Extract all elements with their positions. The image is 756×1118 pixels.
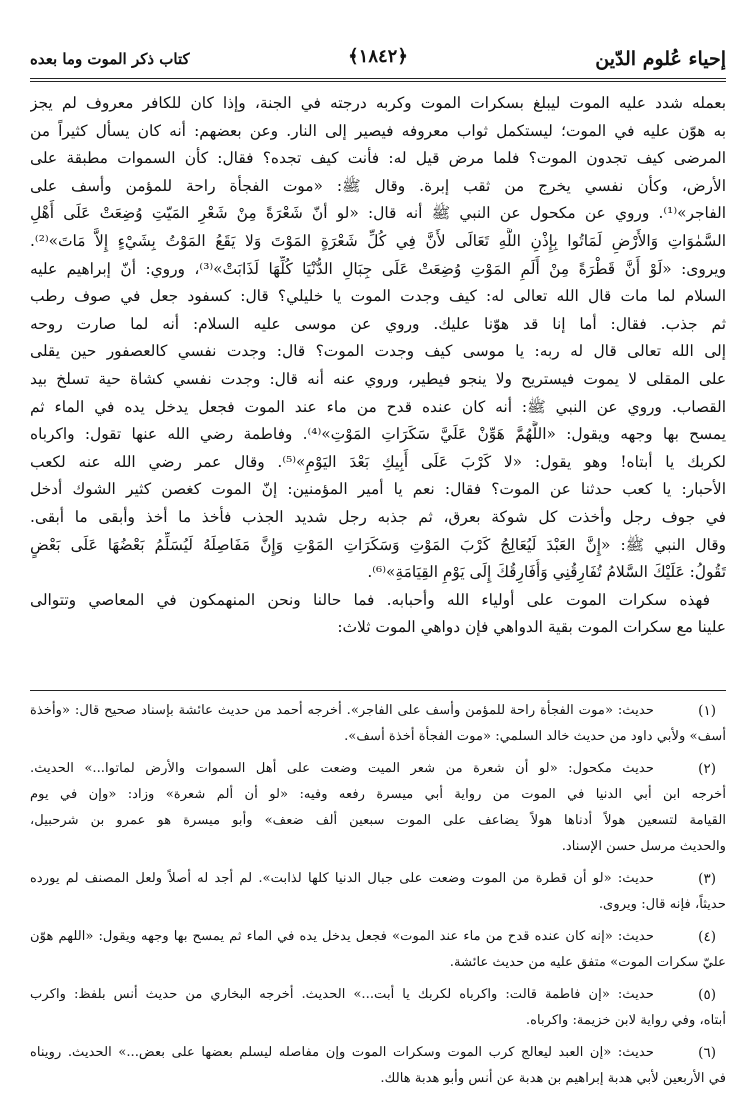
book-title: إحياء عُلوم الدّين — [595, 48, 726, 70]
text-line: في جوف رجل وأخذت كل شوكة بعرق، ثم جذبه رجل شديد الجذب فأخذ ما أخذ وأبقى ما أبقى. — [30, 507, 726, 526]
footnotes — [30, 698, 726, 1098]
text-line: يمسح بها وجهه ويقول: «اللَّهُمَّ هَوِّنْ عَلَيَّ سَكَرَاتِ المَوْتِ»⁽⁴⁾. وفاطمة رضي الله عنها تقول: واكرباه — [30, 425, 726, 444]
text-line: ثم جذب. فقال: أما إنا قد هوّنا عليك. وروي عن موسى عليه السلام: أنه لما صارت روحه — [30, 314, 726, 333]
footnote-line: حديث مكحول: «لو أن شعرة من شعر الميت وضعت على أهل السموات والأرض لماتوا...» الحديث. — [30, 761, 654, 776]
footnote-line: حديث: «إنه كان عنده قدح من ماء عند الموت» فجعل يدخل يده في الماء ثم يمسح بها وجهه ويقول: «اللهم هوّن — [30, 929, 654, 944]
footnote — [30, 982, 726, 1034]
footnote-line: حديث: «موت الفجأة راحة للمؤمن وأسف على الفاجر». أخرجه أحمد من حديث عائشة بإسناد صحيح قال: «وأخذة — [30, 703, 654, 718]
text-line: الأرض، وكأن نفسي يخرج من ثقب إبرة. وقال ﷺ: «موت الفجأة راحة للمؤمن وأسف على — [30, 176, 726, 195]
footnote — [30, 698, 726, 750]
footnote-number: (١) — [698, 703, 716, 719]
text-line: فهذه سكرات الموت على أولياء الله وأحبابه. فما حالنا ونحن المنهمكون في المعاصي وتتوالى — [30, 590, 710, 609]
text-line: بعمله شدد عليه الموت ليبلغ بسكرات الموت وكربه درجته في الجنة، وإذا كان للكافر معروف لم يجز — [30, 94, 726, 112]
footnote-separator — [30, 690, 726, 691]
footnote-line: أخرجه ابن أبي الدنيا في الموت من رواية أبي ميسرة رفعه وفيه: «لو أن ألم شعرة» وزاد: «وإن في يوم — [30, 787, 726, 802]
footnote — [30, 1040, 726, 1092]
main-text — [30, 90, 726, 642]
footnote-line: في الأربعين لأبي هدبة إبراهيم بن هدبة عن أنس وأبو هدبة هالك. — [380, 1071, 726, 1086]
header-rule-2 — [30, 81, 726, 82]
footnote-number: (٥) — [698, 987, 716, 1003]
text-line: لكربك يا أبتاه! وهو يقول: «لا كَرْبَ عَلَى أَبِيكِ بَعْدَ اليَوْمِ»⁽⁵⁾. وقال عمر رضي الله عنه لكعب — [30, 452, 726, 471]
footnote-number: (٣) — [698, 871, 716, 887]
footnote-line: والحديث مرسل حسن الإسناد. — [561, 839, 726, 854]
header-rule — [30, 78, 726, 79]
text-line: إلى الله تعالى قال له ربه: يا موسى كيف وجدت الموت؟ قال: وجدت نفسي كالعصفور حين يقلى — [30, 342, 726, 361]
footnote-line: القيامة لتسعين هولاً أدناها هولاً يضاعف على الموت سبعين ألف ضعف» وأبو ميسرة هو عمرو بن شرحبيل، — [30, 813, 726, 828]
text-line: ويروى: «لَوْ أَنَّ قَطْرَةً مِنْ أَلَمِ المَوْتِ وُضِعَتْ عَلَى جِبَالِ الدُّنْيَا كُلِّهَا لَذَابَتْ»⁽³⁾، وروي: أنّ إبراهيم عليه — [30, 259, 726, 278]
page-header — [30, 42, 726, 76]
footnote — [30, 866, 726, 918]
text-line: علينا مع سكرات الموت بقية الدواهي فإن دواهي الموت ثلاث: — [337, 618, 726, 637]
footnote-number: (٢) — [698, 761, 716, 777]
text-line: المرضى كيف تجدون الموت؟ فلما مرض قيل له: فأنت كيف تجده؟ فقال: كأن السموات مطبقة على — [30, 149, 726, 168]
page-number: ﴿١٨٤٢﴾ — [348, 46, 408, 67]
footnote-number: (٦) — [698, 1045, 716, 1061]
footnote-line: حديث: «إن العبد ليعالج كرب الموت وسكرات الموت وإن مفاصله ليسلم بعضها على بعض...» الحديث. رويناه — [30, 1045, 654, 1060]
text-line: تَقُولُ: عَلَيْكَ السَّلامُ تُفَارِقُنِي وَأُفَارِقُكَ إِلَى يَوْمِ القِيَامَةِ»⁽⁶⁾. — [367, 563, 726, 582]
text-line: السَّمٰوَاتِ وَالأَرْضِ لَمَاتُوا بِإِذْنِ اللَّهِ تَعَالَى لأَنَّ فِي كُلِّ شَعْرَةٍ المَوْتَ وَلا يَقَعُ المَوْتُ بِشَيْءٍ إِلاَّ مَاتَ»⁽²⁾. — [30, 231, 726, 250]
footnote-line: أسف» ولأبي داود من حديث خالد السلمي: «موت الفجأة أخذة أسف». — [344, 729, 726, 744]
text-line: وقال النبي ﷺ: «إِنَّ العَبْدَ لَيُعَالِجُ كَرْبَ المَوْتِ وَسَكَرَاتِ المَوْتِ وَإِنَّ مَفَاصِلَهُ لَيُسَلِّمُ بَعْضُهَا عَلَى بَعْضٍ — [30, 535, 726, 554]
footnote — [30, 756, 726, 860]
text-line: الأحبار: يا كعب حدثنا عن الموت؟ فقال: نعم يا أمير المؤمنين: إنّ الموت كغصن كثير الشوك أدخل — [30, 480, 726, 499]
text-line: السلام لما مات قال الله تعالى له: كيف وجدت الموت يا خليلي؟ قال: كسفود جعل في صوف رطب — [30, 287, 726, 306]
footnote-line: حديث: «إن فاطمة قالت: واكرباه لكربك يا أبت...» الحديث. أخرجه البخاري من حديث أنس بلفظ: واكرب — [30, 987, 654, 1002]
text-line: على المقلى لا يموت فيستريح ولا ينجو فيطير، وروي عنه أنه قال: وجدت نفسي كشاة حية تسلخ بيد — [30, 369, 726, 388]
footnote-line: أبتاه، وفي رواية لابن خزيمة: واكرباه. — [525, 1013, 726, 1028]
chapter-title: كتاب ذكر الموت وما بعده — [30, 50, 190, 68]
footnote-line: حديث: «لو أن قطرة من الموت وضعت على جبال الدنيا كلها لذابت». لم أجد له أصلاً ولعل المصنف لم يورده — [30, 871, 654, 886]
footnote-number: (٤) — [698, 929, 716, 945]
footnote-line: عليّ سكرات الموت» متفق عليه من حديث عائشة. — [449, 955, 726, 970]
text-line: الفاجر»⁽¹⁾. وروي عن مكحول عن النبي ﷺ أنه قال: «لو أنّ شَعْرَةً مِنْ شَعْرِ المَيّتِ وُضِعَتْ عَلَى أَهْلِ — [30, 204, 726, 223]
footnote-line: حديثاً، فإنه قال: ويروى. — [598, 897, 726, 912]
text-line: القصاب. وروي عن النبي ﷺ: أنه كان عنده قدح من ماء عند الموت فجعل يدخل يده في الماء ثم — [30, 397, 726, 416]
text-line: به هوّن عليه في الموت؛ ليستكمل ثواب معروفه فيصير إلى النار. وعن بعضهم: أنه كان يسأل كثيراً من — [30, 121, 726, 140]
footnote — [30, 924, 726, 976]
